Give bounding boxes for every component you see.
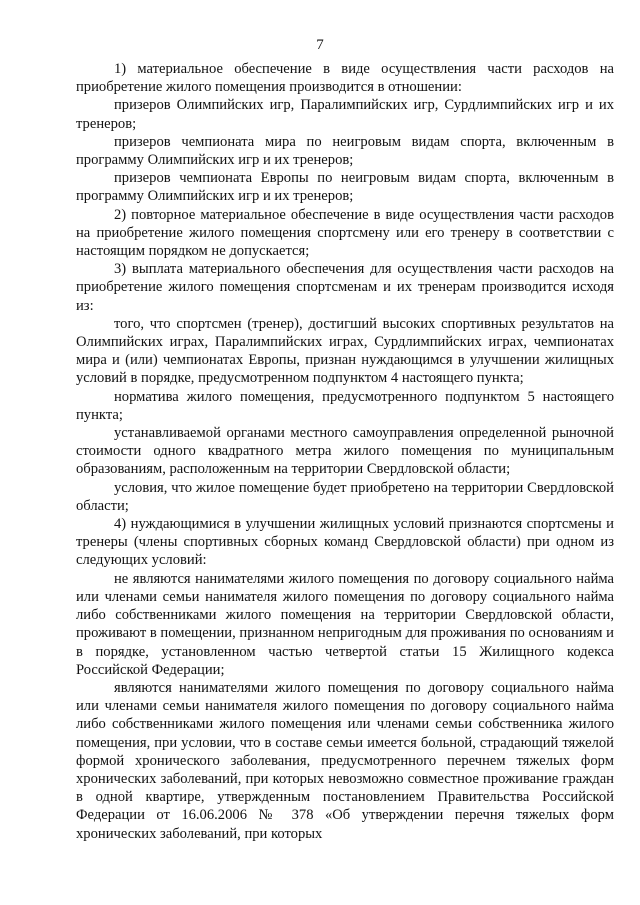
paragraph-item-4-intro: 4) нуждающимися в улучшении жилищных условий признаются спортсмены и тренеры (члены спортивных сборных команд Свердловской области) при одном из следующих условий: (76, 516, 614, 569)
paragraph-item-2: 2) повторное материальное обеспечение в виде осуществления части расходов на приобретение жилого помещения спортсмену или его тренеру в соответствии с настоящим порядком не допускается; (76, 206, 614, 260)
paragraph-world-championship-prizewinners: призеров чемпионата мира по неигровым видам спорта, включенным в программу Олимпийских игр и их тренеров; (76, 133, 614, 169)
paragraph-recognized-in-need: того, что спортсмен (тренер), достигший высоких спортивных результатов на Олимпийских играх, Паралимпийских играх, Сурдлимпийских играх, чемпионатах мира и (или) чемпионатах Европы, признан нуждающимся в улучшении жилищных условий в порядке, предусмотренном подпунктом 4 настоящего пункта; (76, 315, 614, 387)
paragraph-not-tenants: не являются нанимателями жилого помещения по договору социального найма или членами семьи нанимателя жилого помещения по договору социального найма либо собственниками жилого помещения на территории Свердловской области, проживают в помещении, признанном непригодным для проживания по основаниям и в порядке, установленном частью четвертой статьи 15 Жилищного кодекса Российской Федерации; (76, 570, 614, 678)
page-number: 7 (316, 37, 324, 53)
paragraph-tenants-with-ill-member: являются нанимателями жилого помещения по договору социального найма или членами семьи нанимателя жилого помещения по договору социального найма либо собственниками жилого помещения или членами семьи собственника жилого помещения, при условии, что в составе семьи имеется больной, страдающий тяжелой формой хронического заболевания, предусмотренного перечнем тяжелых форм хронических заболеваний, при которых невозможно совместное проживание граждан в одной квартире, утвержденным постановлением Правительства Российской Федерации от 16.06.2006 № 378 «Об утверждении перечня тяжелых форм хронических заболеваний, при которых (76, 679, 614, 842)
paragraph-territory-condition: условия, что жилое помещение будет приобретено на территории Свердловской области; (76, 479, 614, 514)
paragraph-item-3-intro: 3) выплата материального обеспечения для осуществления части расходов на приобретение жилого помещения спортсменам и их тренерам производится исходя из: (76, 261, 614, 314)
paragraph-market-value: устанавливаемой органами местного самоуправления определенной рыночной стоимости одного квадратного метра жилого помещения по муниципальным образованиям, расположенным на территории Свердловской области; (76, 425, 614, 478)
document-body (76, 60, 614, 843)
paragraph-housing-norm: норматива жилого помещения, предусмотренного подпунктом 5 настоящего пункта; (76, 388, 614, 423)
paragraph-item-1-intro: 1) материальное обеспечение в виде осуществления части расходов на приобретение жилого помещения производится в отношении: (76, 61, 614, 96)
paragraph-europe-championship-prizewinners: призеров чемпионата Европы по неигровым видам спорта, включенным в программу Олимпийских игр и их тренеров; (76, 170, 614, 205)
paragraph-olympic-prizewinners: призеров Олимпийских игр, Паралимпийских игр, Сурдлимпийских игр и их тренеров; (76, 97, 614, 132)
